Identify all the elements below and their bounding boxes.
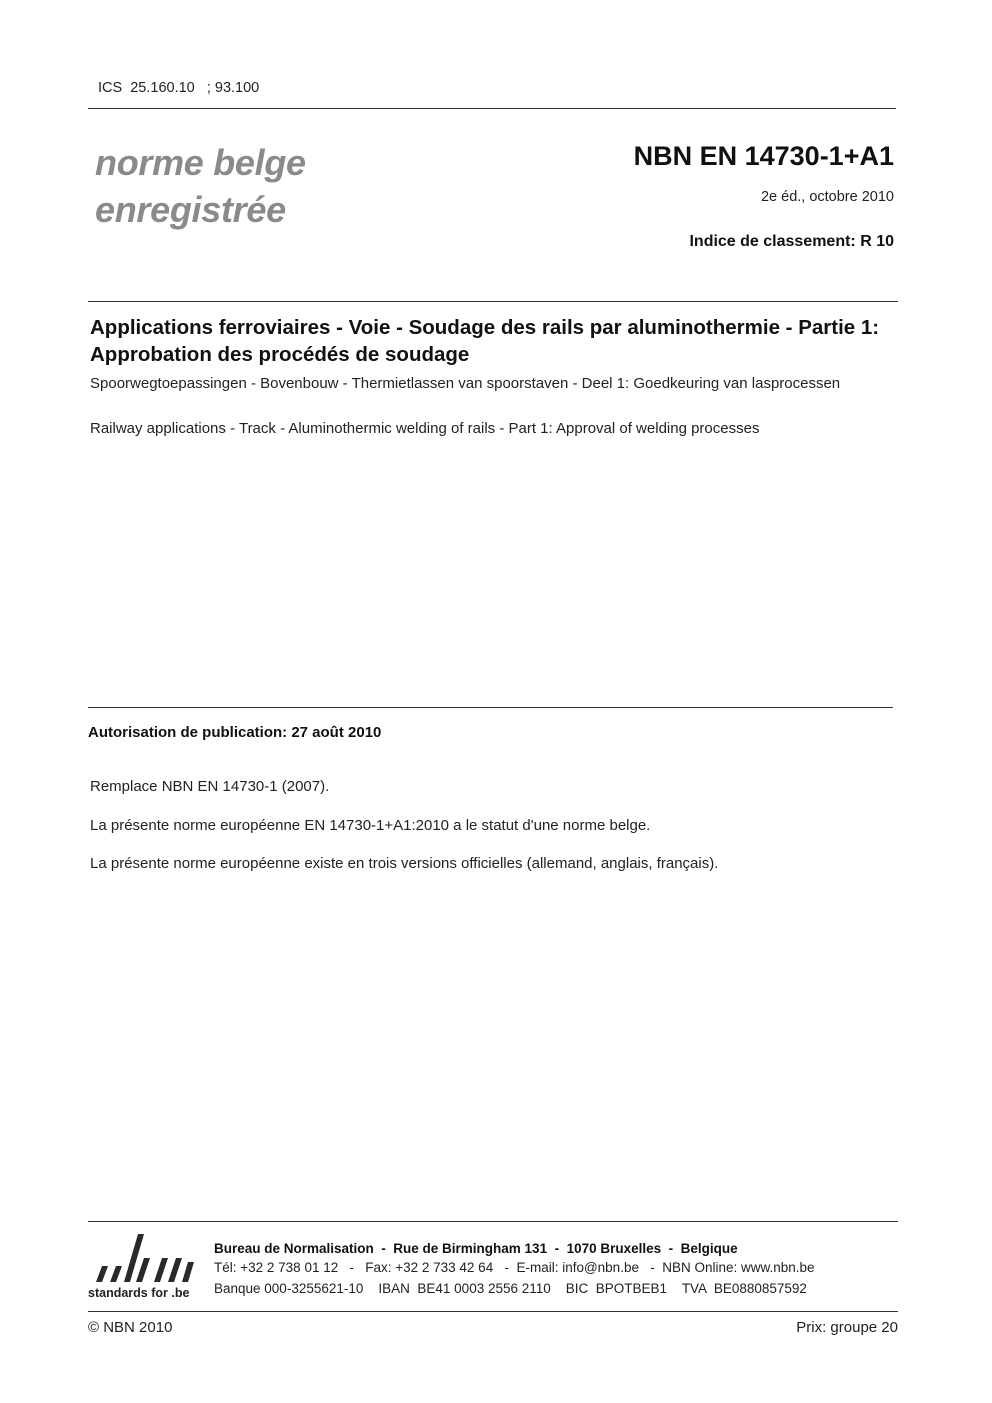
copyright: © NBN 2010: [88, 1319, 173, 1336]
title-top-rule: [88, 301, 898, 302]
brand-line-2: enregistrée: [95, 189, 286, 230]
footer-top-rule: [88, 1221, 898, 1222]
logo-tagline: standards for .be: [88, 1286, 190, 1300]
contact-line: Tél: +32 2 738 01 12 - Fax: +32 2 733 42 64 - E-mail: info@nbn.be - NBN Online: www.nbn.be: [214, 1260, 815, 1275]
title-french: Applications ferroviaires - Voie - Soudage des rails par aluminothermie - Partie 1: Approbation des procédés de soudage: [90, 316, 880, 366]
versions-paragraph: La présente norme européenne existe en trois versions officielles (allemand, anglais, français).: [90, 855, 719, 872]
brand-line-1: norme belge: [95, 142, 306, 183]
publication-authorisation: Autorisation de publication: 27 août 2010: [88, 724, 382, 741]
edition: 2e éd., octobre 2010: [760, 189, 894, 205]
status-paragraph: La présente norme européenne EN 14730-1+A1:2010 a le statut d'une norme belge.: [90, 817, 651, 834]
ics-code: ICS 25.160.10 ; 93.100: [98, 80, 260, 96]
address-line: Bureau de Normalisation - Rue de Birmingham 131 - 1070 Bruxelles - Belgique: [214, 1241, 738, 1256]
standard-number: NBN EN 14730-1+A1: [633, 141, 894, 171]
price-group: Prix: groupe 20: [796, 1319, 898, 1336]
title-dutch: Spoorwegtoepassingen - Bovenbouw - Thermietlassen van spoorstaven - Deel 1: Goedkeuring van lasprocessen: [90, 375, 841, 392]
bank-line: Banque 000-3255621-10 IBAN BE41 0003 2556 2110 BIC BPOTBEB1 TVA BE0880857592: [214, 1281, 807, 1296]
classification-index: Indice de classement: R 10: [689, 233, 894, 250]
footer-bottom-rule: [88, 1311, 898, 1312]
replaces-paragraph: Remplace NBN EN 14730-1 (2007).: [90, 778, 330, 795]
publication-top-rule: [88, 707, 893, 708]
title-english: Railway applications - Track - Aluminothermic welding of rails - Part 1: Approval of welding processes: [90, 420, 760, 437]
header-top-rule: [88, 108, 896, 109]
